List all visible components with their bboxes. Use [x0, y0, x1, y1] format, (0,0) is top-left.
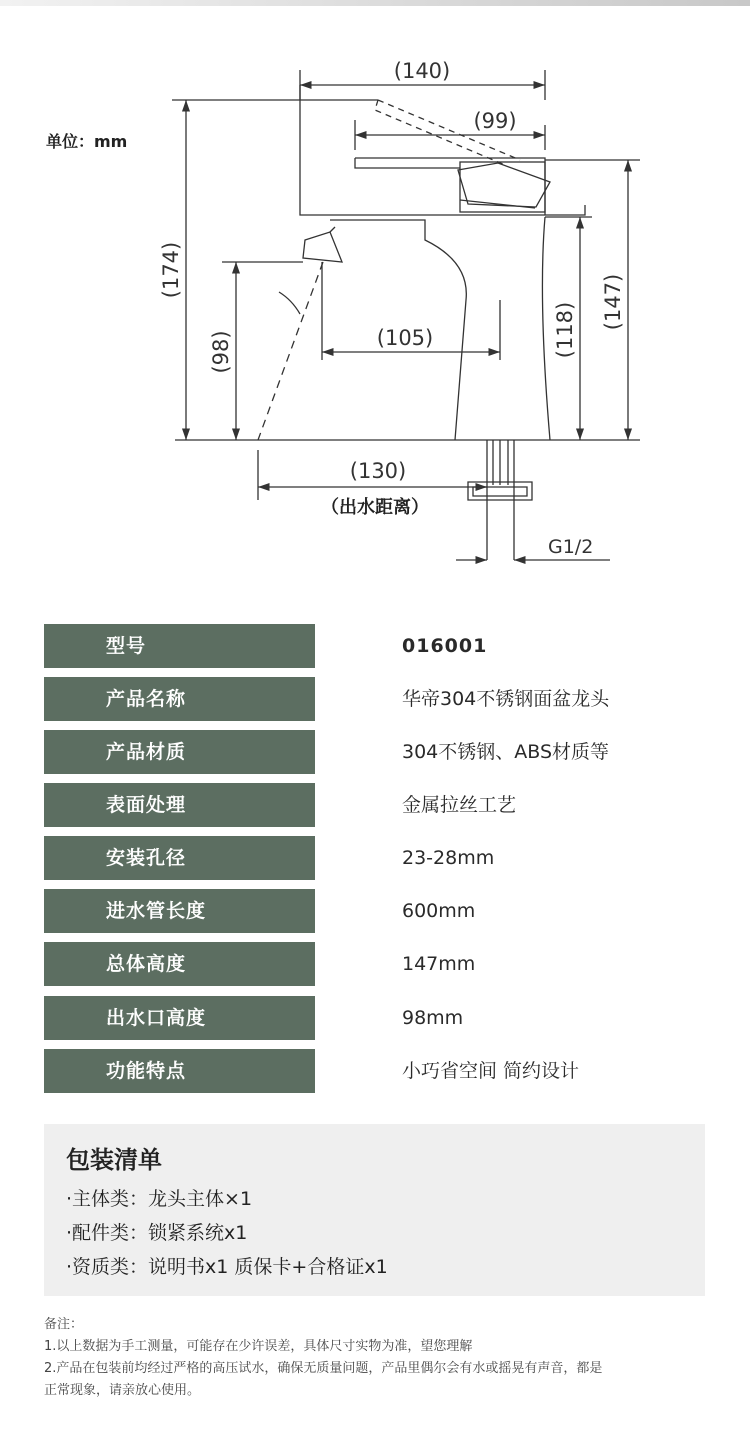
- spec-label: 安装孔径: [44, 836, 315, 880]
- spec-row-material: [0, 730, 750, 774]
- spec-row-model: [0, 624, 750, 668]
- spec-label: 总体高度: [44, 942, 315, 986]
- spec-value: 金属拉丝工艺: [402, 794, 517, 816]
- dim-147: (147): [601, 273, 625, 331]
- outlet-distance-label: （出水距离）: [321, 497, 429, 518]
- dim-174: (174): [159, 241, 183, 299]
- spec-row-hose-length: [0, 889, 750, 933]
- spec-row-finish: [0, 783, 750, 827]
- spec-label: 产品材质: [44, 730, 315, 774]
- notes-section: [44, 1314, 714, 1402]
- spec-value: 小巧省空间 简约设计: [402, 1060, 580, 1082]
- spec-label: 功能特点: [44, 1049, 315, 1093]
- dim-105: (105): [376, 326, 434, 350]
- dim-130: (130): [349, 459, 407, 483]
- spec-label: 出水口高度: [44, 996, 315, 1040]
- spec-row-hole-size: [0, 836, 750, 880]
- dim-99: (99): [473, 109, 517, 133]
- spec-row-name: [0, 677, 750, 721]
- dim-118: (118): [553, 301, 577, 359]
- package-item: ·资质类：说明书x1 质保卡+合格证x1: [66, 1256, 388, 1278]
- unit-label: 单位：mm: [46, 132, 128, 151]
- spec-value: 600mm: [402, 900, 476, 922]
- spec-value: 304不锈钢、ABS材质等: [402, 741, 610, 763]
- spec-value: 98mm: [402, 1007, 464, 1029]
- notes-heading: 备注：: [44, 1317, 84, 1332]
- spec-value: 23-28mm: [402, 847, 495, 869]
- spec-label: 进水管长度: [44, 889, 315, 933]
- spec-value: 华帝304不锈钢面盆龙头: [402, 688, 610, 710]
- spec-row-features: [0, 1049, 750, 1093]
- spec-value: 147mm: [402, 953, 476, 975]
- notes-line: 正常现象，请亲放心使用。: [44, 1383, 201, 1398]
- spec-label: 型号: [44, 624, 315, 668]
- package-item: ·配件类：锁紧系统x1: [66, 1222, 248, 1244]
- spec-label: 产品名称: [44, 677, 315, 721]
- dim-140: (140): [393, 59, 451, 83]
- spec-label: 表面处理: [44, 783, 315, 827]
- package-list-title: 包装清单: [66, 1146, 162, 1174]
- package-item: ·主体类：龙头主体×1: [66, 1188, 253, 1210]
- dim-thread: G1/2: [548, 536, 594, 558]
- spec-value: 016001: [402, 635, 488, 657]
- dim-98: (98): [209, 330, 233, 374]
- spec-row-outlet-height: [0, 996, 750, 1040]
- package-list-panel: [44, 1124, 705, 1296]
- spec-row-total-height: [0, 942, 750, 986]
- faucet-dimension-diagram: [0, 0, 750, 600]
- notes-line: 1.以上数据为手工测量，可能存在少许误差，具体尺寸实物为准，望您理解: [44, 1339, 473, 1354]
- notes-line: 2.产品在包装前均经过严格的高压试水，确保无质量问题，产品里偶尔会有水或摇晃有声音，都是: [44, 1361, 603, 1376]
